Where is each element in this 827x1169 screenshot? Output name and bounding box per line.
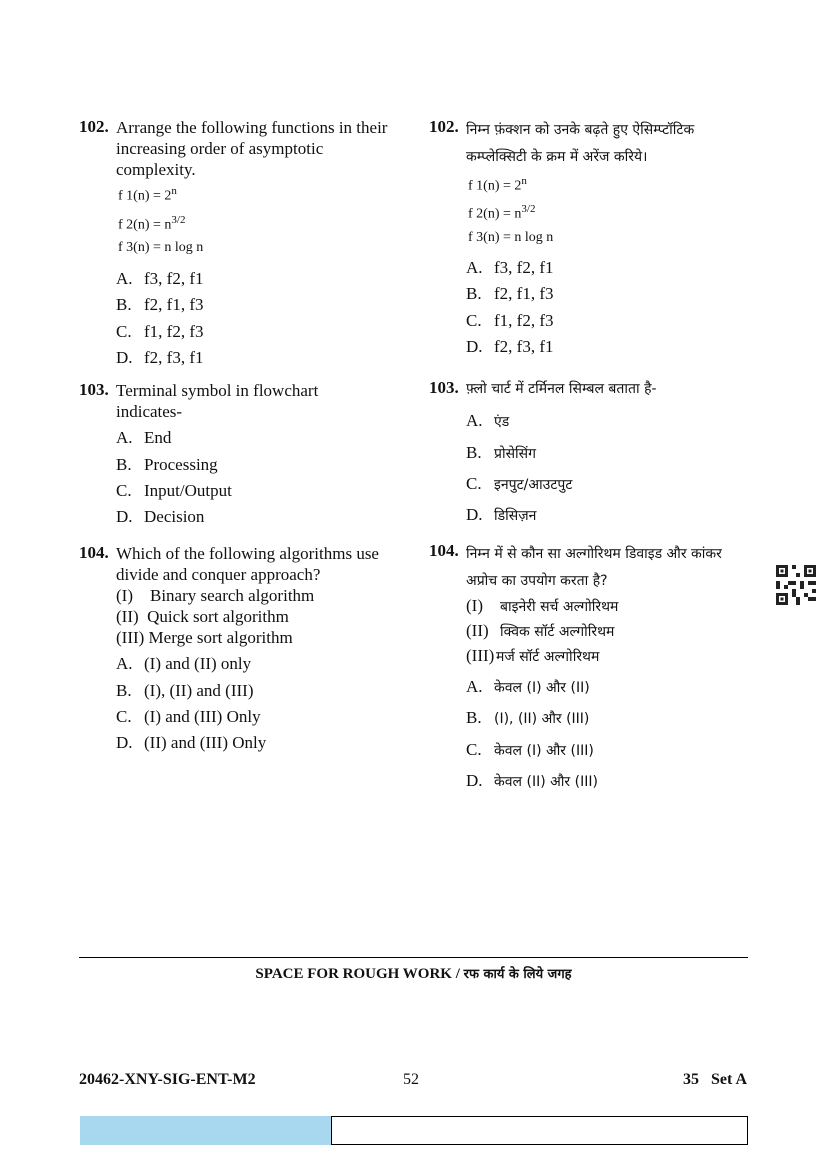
option-b: B. (I), (II) और (III) xyxy=(466,708,590,727)
sub-item-1: (I) बाइनेरी सर्च अल्गोरिथम xyxy=(466,596,619,615)
question-text: निम्न में से कौन सा अल्गोरिथम डिवाइड और कांकर अप्रोच का उपयोग करता है? xyxy=(466,546,722,589)
option-a: A. End xyxy=(116,428,172,447)
option-a: A. (I) and (II) only xyxy=(116,654,252,673)
option-b: B. प्रोसेसिंग xyxy=(466,443,537,462)
formula-f2: f $2(n) = n^{3/2}$ xyxy=(468,203,536,222)
sub-item-3: (III) Merge sort algorithm xyxy=(116,628,293,647)
paper-code: 20462-XNY-SIG-ENT-M2 xyxy=(79,1071,256,1088)
question-text: Arrange the following functions in their increasing order of asymptotic complexity. xyxy=(116,118,388,179)
rough-work-divider xyxy=(79,957,748,958)
option-b: B. Processing xyxy=(116,455,218,474)
question-text: Which of the following algorithms use divide and conquer approach? xyxy=(116,544,379,584)
question-text: निम्न फ़ंक्शन को उनके बढ़ते हुए ऐसिम्प्टॉटिक कम्प्लेक्सिटी के क्रम में अरेंज करिये। xyxy=(466,122,695,165)
option-c: C. (I) and (III) Only xyxy=(116,707,261,726)
footer-blank-box xyxy=(331,1116,748,1145)
sub-item-2: (II) Quick sort algorithm xyxy=(116,607,289,626)
sub-item-3: (III) मर्ज सॉर्ट अल्गोरिथम xyxy=(466,646,600,665)
sub-item-1: (I) Binary search algorithm xyxy=(116,586,315,605)
option-d: D. केवल (II) और (III) xyxy=(466,771,598,790)
option-b: B. f2, f1, f3 xyxy=(116,295,204,314)
option-c: C. f1, f2, f3 xyxy=(116,322,204,341)
option-d: D. Decision xyxy=(116,507,205,526)
option-d: D. डिसिज़न xyxy=(466,505,537,524)
option-d: D. f2, f3, f1 xyxy=(466,337,554,356)
option-a: A. f3, f2, f1 xyxy=(116,269,204,288)
formula-f3: f 3(n) = n log n xyxy=(118,240,204,255)
option-b: B. (I), (II) and (III) xyxy=(116,681,254,700)
formula-f2: f $2(n) = n^{3/2}$ xyxy=(118,214,186,233)
question-text: Terminal symbol in flowchart indicates- xyxy=(116,381,319,421)
option-c: C. Input/Output xyxy=(116,481,232,500)
option-a: A. एंड xyxy=(466,411,510,430)
question-number: 103. xyxy=(79,380,109,399)
question-number: 103. xyxy=(429,378,459,397)
formula-f1: f $1(n) = 2^n$ xyxy=(468,175,527,194)
rough-work-heading: SPACE FOR ROUGH WORK / रफ कार्य के लिये जगह xyxy=(255,966,572,982)
option-c: C. केवल (I) और (III) xyxy=(466,740,594,759)
option-a: A. केवल (I) और (II) xyxy=(466,677,590,696)
sub-item-2: (II) क्विक सॉर्ट अल्गोरिथम xyxy=(466,621,615,640)
option-a: A. f3, f2, f1 xyxy=(466,258,554,277)
question-number: 104. xyxy=(429,541,459,560)
question-number: 102. xyxy=(79,117,109,136)
question-number: 102. xyxy=(429,117,459,136)
question-text: फ़्लो चार्ट में टर्मिनल सिम्बल बताता है- xyxy=(466,381,657,397)
formula-f3: f 3(n) = n log n xyxy=(468,230,554,245)
set-label: 35 Set A xyxy=(683,1071,747,1088)
option-c: C. इनपुट/आउटपुट xyxy=(466,474,573,493)
formula-f1: f $1(n) = 2^n$ xyxy=(118,185,177,204)
option-c: C. f1, f2, f3 xyxy=(466,311,554,330)
option-d: D. (II) and (III) Only xyxy=(116,733,267,752)
option-d: D. f2, f3, f1 xyxy=(116,348,204,367)
question-number: 104. xyxy=(79,543,109,562)
qr-code-icon xyxy=(776,565,816,605)
footer-color-bar xyxy=(80,1116,331,1145)
page-number: 52 xyxy=(403,1071,419,1088)
option-b: B. f2, f1, f3 xyxy=(466,284,554,303)
